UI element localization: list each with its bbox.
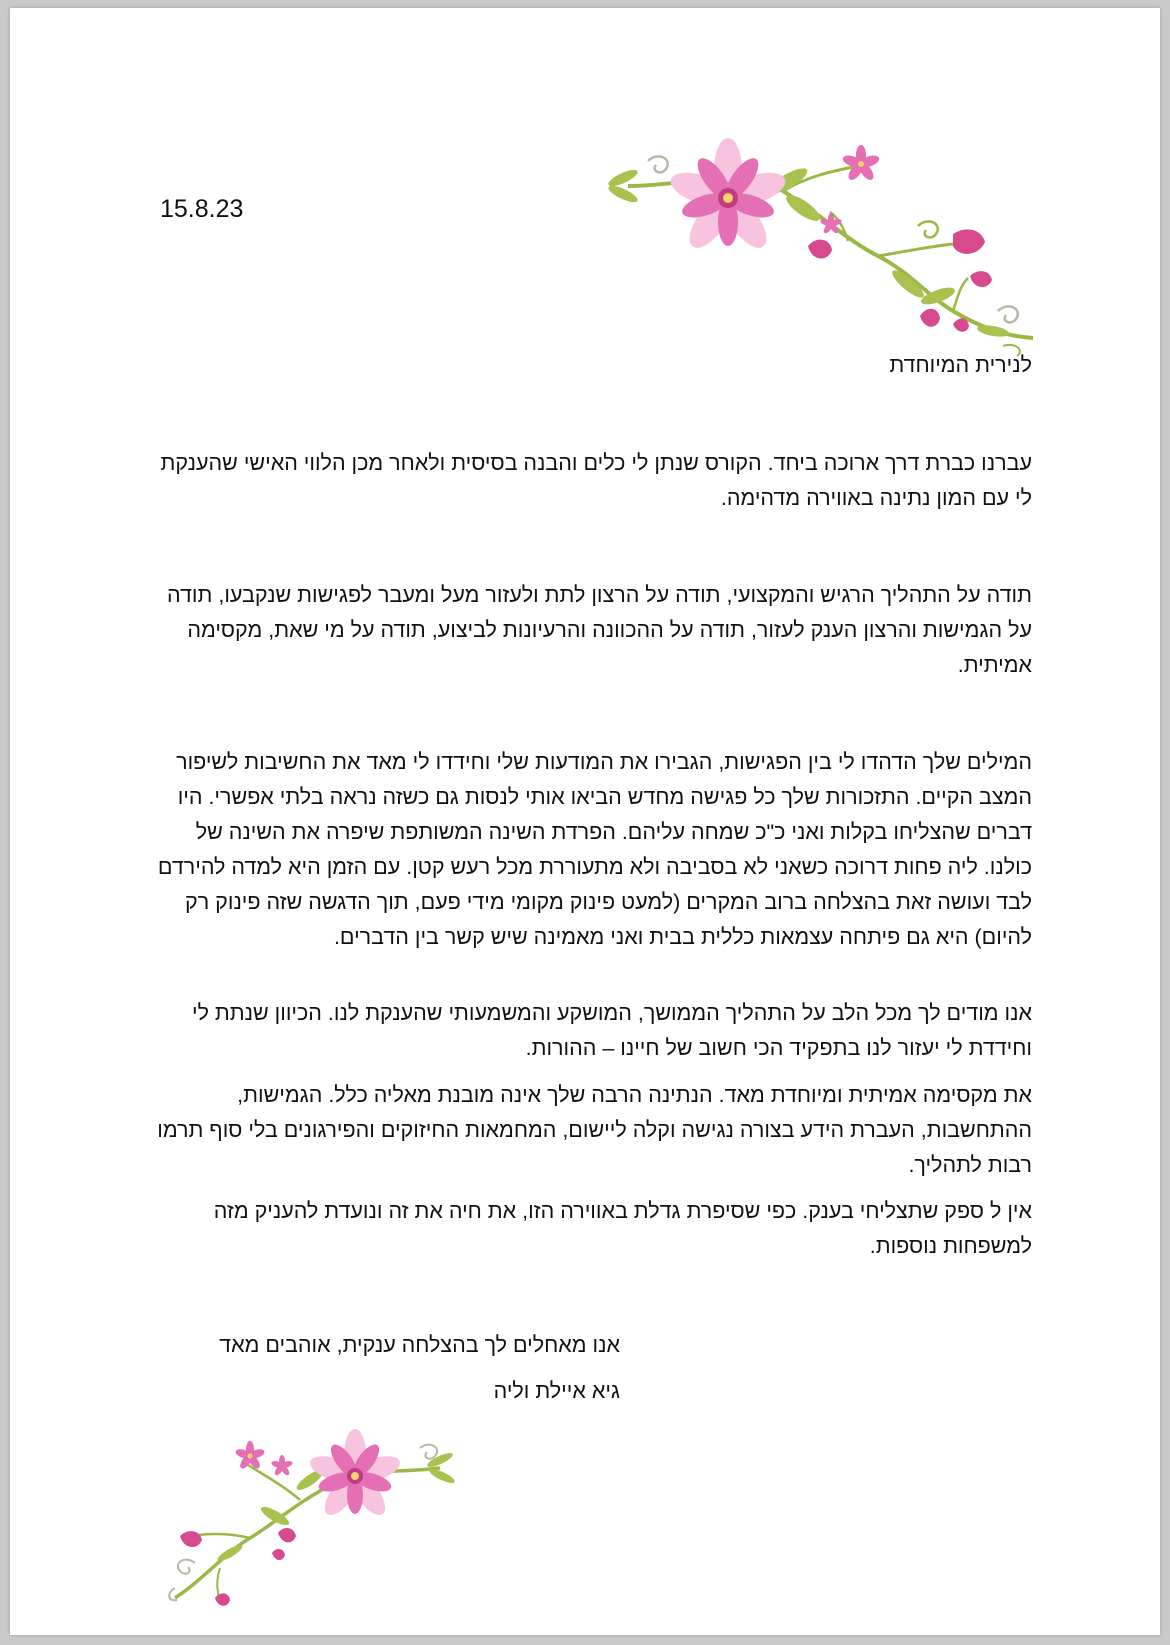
paragraph-3: המילים שלך הדהדו לי בין הפגישות, הגבירו את המודעות שלי וחידדו לי מאד את החשיבות לשיפור המצב הקיים. התזכורות שלך כל פגישה מחדש הביאו אותי לנסות גם כשזה נראה בלתי אפשרי. היו דברים שהצליחו בקלות ואני כ"כ שמחה עליהם. הפרדת השינה המשותפת שיפרה את השינה של כולנו. ליה פחות דרוכה כשאני לא בסביבה ולא מתעוררת מכל רעש קטן. עם הזמן היא למדה להירדם לבד ועושה זאת בהצלחה ברוב המקרים (למעט פינוק מקומי מידי פעם, תוך הדגשה שזה פינוק רק להיום) היא גם פיתחה עצמאות כללית בבית ואני מאמינה שיש קשר בין הדברים.: [157, 750, 1032, 949]
paragraph-4: אנו מודים לך מכל הלב על התהליך הממושך, המושקע והמשמעותי שהענקת לנו. הכיוון שנתת לי וחידדת לי יעזור לנו בתפקיד הכי חשוב של חיינו – ההורות.: [191, 1001, 1032, 1060]
salutation: לנירית המיוחדת: [889, 353, 1032, 377]
paragraph-1: עברנו כברת דרך ארוכה ביחד. הקורס שנתן לי כלים והבנה בסיסית ולאחר מכן הלווי האישי שהענקת לי עם המון נתינה באווירה מדהימה.: [160, 451, 1032, 510]
letter-date: 15.8.23: [160, 195, 244, 223]
paragraph-5: את מקסימה אמיתית ומיוחדת מאד. הנתינה הרבה שלך אינה מובנת מאליה כלל. הגמישות, ההתחשבות, העברת הידע בצורה נגישה וקלה ליישום, המחמאות החיזוקים והפירגונים בלי סוף תרמו רבות לתהליך.: [157, 1083, 1032, 1177]
paragraph-6: אין ל ספק שתצליחי בענק. כפי שסיפרת גדלת באווירה הזו, את חיה את זה ונועדת להעניק מזה למשפחות נוספות.: [213, 1199, 1032, 1258]
signature: גיא איילת וליה: [493, 1379, 620, 1403]
paragraph-2: תודה על התהליך הרגיש והמקצועי, תודה על הרצון לתת ולעזור מעל ומעבר לפגישות שנקבעו, תודה על הגמישות והרצון הענק לעזור, תודה על ההכוונה והרעיונות לביצוע, תודה על מי שאת, מקסימה אמיתית.: [167, 583, 1032, 677]
closing-line: אנו מאחלים לך בהצלחה ענקית, אוהבים מאד: [219, 1333, 620, 1357]
pink-flower-vine-icon: [608, 146, 1053, 361]
letter-page: [10, 8, 1160, 1635]
pink-flower-vine-icon: [160, 1438, 455, 1618]
